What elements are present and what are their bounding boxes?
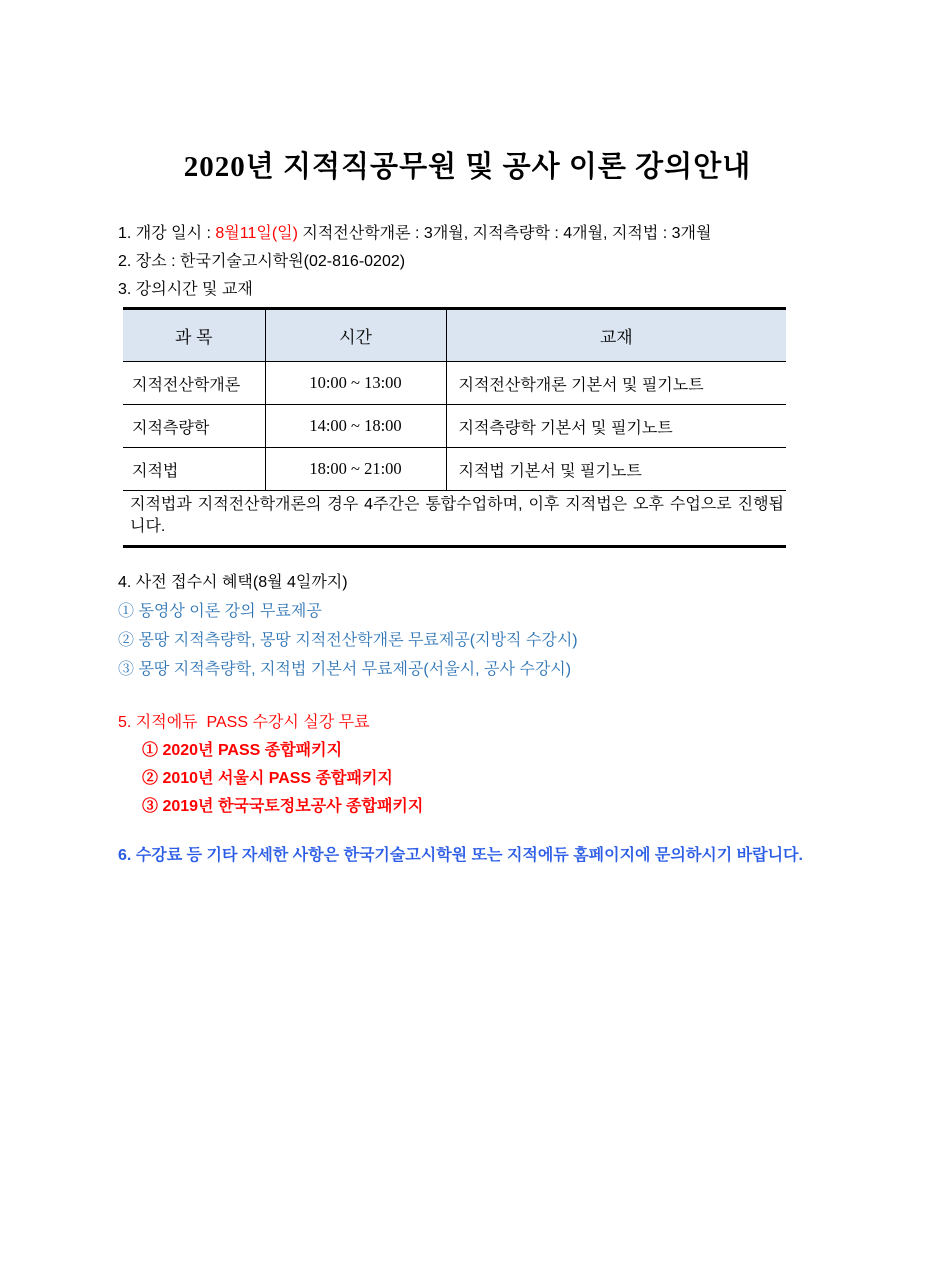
intro-item-1 bbox=[118, 220, 820, 248]
package-item-2: ② 2010년 서울시 PASS 종합패키지 bbox=[142, 770, 393, 787]
benefit-item-2: ② 몽땅 지적측량학, 몽땅 지적전산학개론 무료제공(지방직 수강시) bbox=[118, 632, 578, 649]
section4-heading: 4. 사전 접수시 혜택(8월 4일까지) bbox=[118, 574, 348, 591]
intro-item-3: 3. 강의시간 및 교재 bbox=[118, 281, 253, 298]
table-header-book: 교재 bbox=[446, 309, 786, 362]
document-body bbox=[118, 220, 820, 869]
package-item-1: ① 2020년 PASS 종합패키지 bbox=[142, 742, 343, 759]
table-row bbox=[123, 448, 786, 491]
section5-heading: 5. 지적에듀 PASS 수강시 실강 무료 bbox=[118, 714, 370, 731]
section-benefits bbox=[118, 568, 820, 684]
table-note: 지적법과 지적전산학개론의 경우 4주간은 통합수업하며, 이후 지적법은 오후 수업으로 진행됩니다. bbox=[130, 496, 784, 535]
start-date-highlight: 8월11일(일) bbox=[215, 225, 298, 242]
subject-cell: 지적법 bbox=[123, 448, 265, 491]
table-header-time: 시간 bbox=[265, 309, 446, 362]
book-cell: 지적법 기본서 및 필기노트 bbox=[446, 448, 786, 491]
package-item-3: ③ 2019년 한국국토정보공사 종합패키지 bbox=[142, 798, 424, 815]
benefit-item-1: ① 동영상 이론 강의 무료제공 bbox=[118, 603, 322, 620]
time-cell: 10:00 ~ 13:00 bbox=[265, 362, 446, 405]
intro-list bbox=[118, 220, 820, 304]
section-contact-notice: 6. 수강료 등 기타 자세한 사항은 한국기술고시학원 또는 지적에듀 홈페이지에 문의하시기 바랍니다. bbox=[118, 847, 803, 864]
benefit-item-3: ③ 몽땅 지적측량학, 지적법 기본서 무료제공(서울시, 공사 수강시) bbox=[118, 661, 572, 678]
table-header-subject: 과 목 bbox=[123, 309, 265, 362]
subject-cell: 지적측량학 bbox=[123, 405, 265, 448]
subject-cell: 지적전산학개론 bbox=[123, 362, 265, 405]
time-cell: 14:00 ~ 18:00 bbox=[265, 405, 446, 448]
page-title: 2020년 지적직공무원 및 공사 이론 강의안내 bbox=[183, 151, 752, 183]
intro-item-1-suffix: 지적전산학개론 : 3개월, 지적측량학 : 4개월, 지적법 : 3개월 bbox=[297, 225, 712, 242]
table-row bbox=[123, 362, 786, 405]
table-note-row bbox=[123, 491, 786, 547]
intro-item-1-prefix: 1. 개강 일시 : bbox=[118, 225, 216, 242]
course-schedule-table bbox=[123, 307, 786, 548]
book-cell: 지적전산학개론 기본서 및 필기노트 bbox=[446, 362, 786, 405]
time-cell: 18:00 ~ 21:00 bbox=[265, 448, 446, 491]
intro-item-2: 2. 장소 : 한국기술고시학원(02-816-0202) bbox=[118, 253, 406, 270]
table-row bbox=[123, 405, 786, 448]
book-cell: 지적측량학 기본서 및 필기노트 bbox=[446, 405, 786, 448]
section-pass-packages bbox=[118, 709, 820, 821]
table-header-row bbox=[123, 309, 786, 362]
